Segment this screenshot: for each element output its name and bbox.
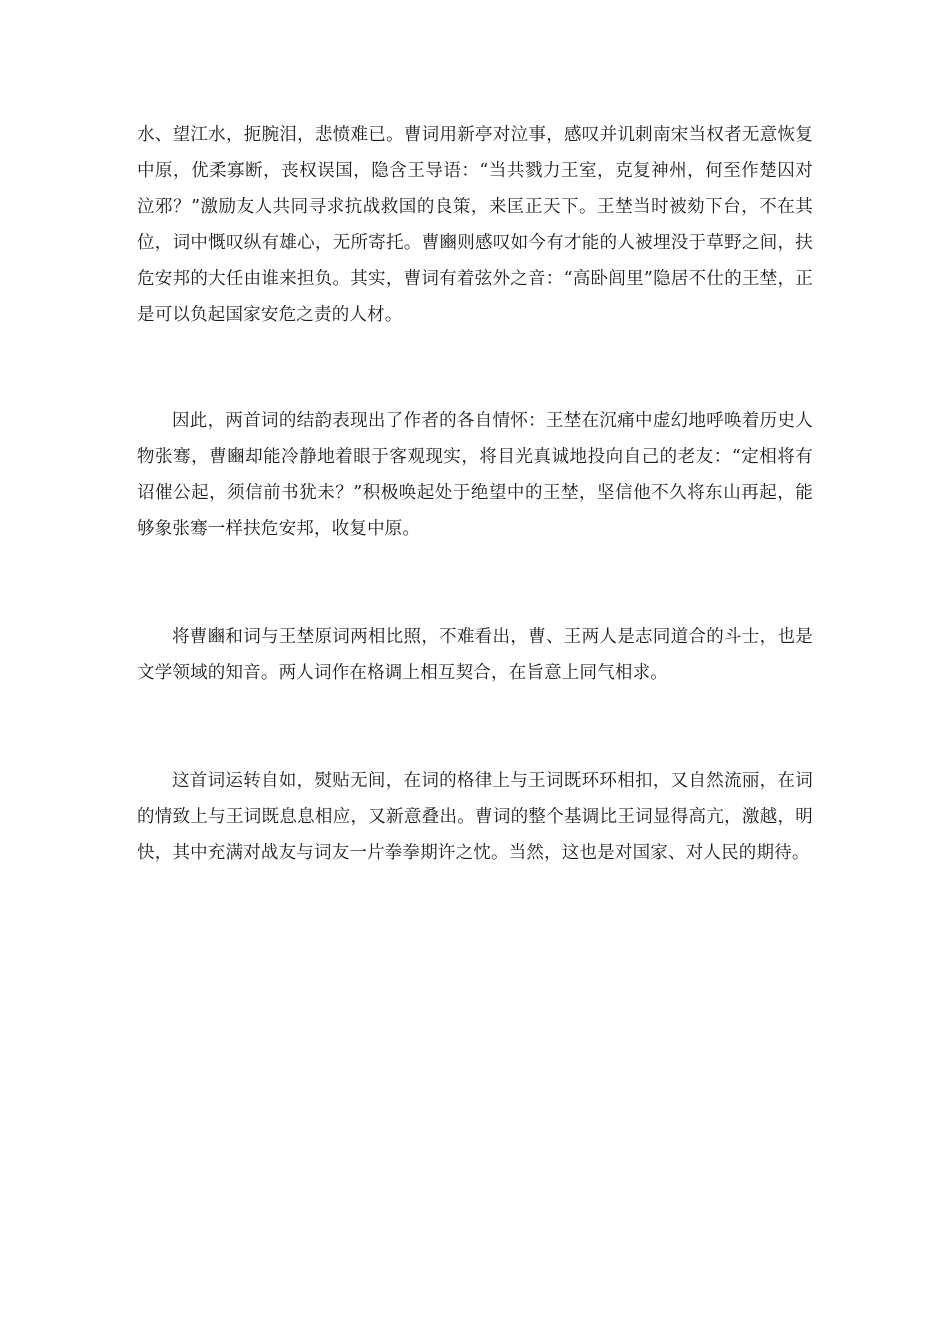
paragraph-1: 水、望江水，扼腕泪，悲愤难已。曹词用新亭对泣事，感叹并讥刺南宋当权者无意恢复中原，优柔寡断，丧权误国，隐含王导语：“当共戮力王室，克复神州，何至作楚囚对泣邪？”激励友人共同寻求抗战救国的良策，来匡正天下。王埜当时被劾下台，不在其位，词中慨叹纵有雄心，无所寄托。曹豳则感叹如今有才能的人被埋没于草野之间，扶危安邦的大任由谁来担负。其实，曹词有着弦外之音：“高卧闾里”隐居不仕的王埜，正是可以负起国家安危之责的人材。 bbox=[137, 125, 813, 325]
paragraph-4: 这首词运转自如，熨贴无间，在词的格律上与王词既环环相扣，又自然流丽，在词的情致上与王词既息息相应，又新意叠出。曹词的整个基调比王词显得高亢，激越，明快，其中充满对战友与词友一片拳拳期许之忱。当然，这也是对国家、对人民的期待。 bbox=[137, 771, 813, 863]
paragraph-2: 因此，两首词的结韵表现出了作者的各自情怀：王埜在沉痛中虚幻地呼唤着历史人物张骞，曹豳却能冷静地着眼于客观现实，将目光真诚地投向自己的老友：“定相将有诏催公起，须信前书犹未？”积极唤起处于绝望中的王埜，坚信他不久将东山再起，能够象张骞一样扶危安邦，收复中原。 bbox=[137, 411, 813, 539]
paragraph-spacer bbox=[137, 333, 813, 403]
paragraph-3: 将曹豳和词与王埜原词两相比照，不难看出，曹、王两人是志同道合的斗士，也是文学领域的知音。两人词作在格调上相互契合，在旨意上同气相求。 bbox=[137, 627, 813, 683]
paragraph-spacer bbox=[137, 547, 813, 619]
document-page bbox=[137, 117, 813, 871]
paragraph-spacer bbox=[137, 691, 813, 763]
